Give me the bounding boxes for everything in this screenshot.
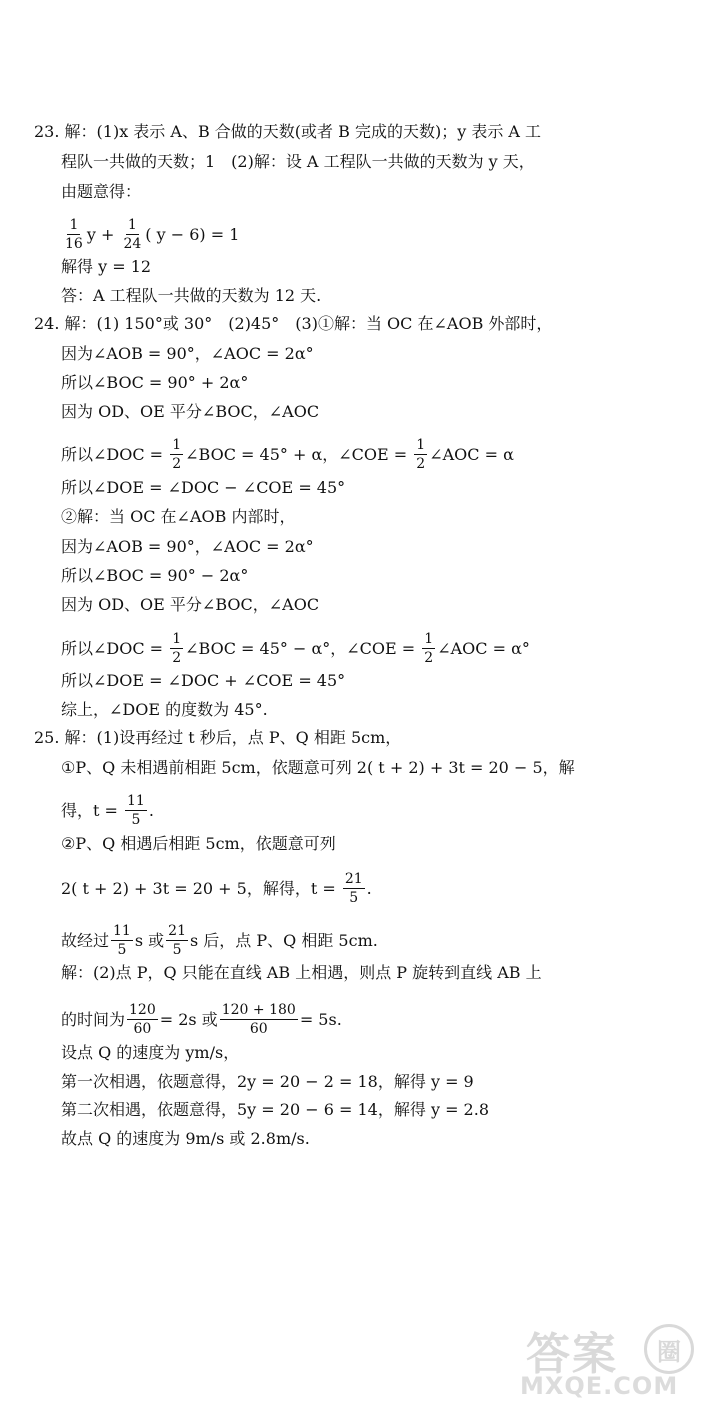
q25-line-10: 第一次相遇，依题意得，2y = 20 − 2 = 18，解得 y = 9 [61, 1072, 474, 1091]
q24-line-10: 因为 OD、OE 平分∠BOC，∠AOC [61, 595, 320, 614]
q24-line-13: 综上，∠DOE 的度数为 45°. [61, 700, 268, 719]
q24-line-9: 所以∠BOC = 90° − 2α° [61, 566, 249, 585]
q23-line-6: 答：A 工程队一共做的天数为 12 天. [61, 286, 322, 305]
q25-line-11: 第二次相遇，依题意得，5y = 20 − 6 = 14，解得 y = 2.8 [61, 1100, 490, 1119]
fraction: $\frac{120 + 180}{60}$ [221, 1002, 296, 1037]
q25-equation-1: 得，t = $\frac{11}{5}$ . [61, 793, 154, 828]
watermark-logo [480, 1318, 700, 1404]
fraction: $\frac{1}{24}$ [123, 217, 142, 252]
fraction: $\frac{120}{60}$ [129, 1002, 156, 1037]
q23-equation: $\frac{1}{16}$ y + $\frac{1}{24}$ ( y − 6) = 1 [65, 217, 240, 252]
q23-line-3: 由题意得： [61, 182, 142, 201]
q24-line-6: 所以∠DOE = ∠DOC − ∠COE = 45° [61, 478, 346, 497]
q24-line-4: 因为 OD、OE 平分∠BOC，∠AOC [61, 402, 320, 421]
q24-equation-2: 所以∠DOC = $\frac{1}{2}$ ∠BOC = 45° − α°，∠COE = $\frac{1}{2}$ ∠AOC = α° [61, 631, 530, 666]
watermark-badge-icon: 圈 [644, 1324, 694, 1374]
fraction: $\frac{11}{5}$ [127, 793, 145, 828]
watermark-text: 答案 [526, 1329, 618, 1380]
q25-equation-2: 2( t + 2) + 3t = 20 + 5，解得，t = $\frac{21}{5}$ . [61, 871, 372, 906]
q24-line-1: 24. 解：(1) 150°或 30° (2)45° (3)①解：当 OC 在∠AOB 外部时， [34, 314, 553, 333]
fraction: $\frac{1}{2}$ [416, 437, 426, 472]
fraction: $\frac{1}{2}$ [172, 437, 182, 472]
fraction: $\frac{1}{2}$ [424, 631, 434, 666]
q25-line-9: 设点 Q 的速度为 ym/s， [61, 1043, 240, 1062]
q24-line-3: 所以∠BOC = 90° + 2α° [61, 373, 249, 392]
q23-line-1: 23. 解：(1)x 表示 A、B 合做的天数(或者 B 完成的天数)；y 表示 A 工 [34, 122, 542, 141]
fraction: $\frac{1}{16}$ [65, 217, 83, 252]
q24-line-2: 因为∠AOB = 90°，∠AOC = 2α° [61, 344, 314, 363]
q25-line-4: ②P、Q 相遇后相距 5cm，依题意可列 [61, 834, 336, 853]
q25-equation-4: 的时间为 $\frac{120}{60}$ = 2s 或 $\frac{120 + 180}{60}$ = 5s. [61, 1002, 342, 1037]
q25-line-7: 解：(2)点 P，Q 只能在直线 AB 上相遇，则点 P 旋转到直线 AB 上 [61, 963, 542, 982]
q25-line-2: ①P、Q 未相遇前相距 5cm，依题意可列 2( t + 2) + 3t = 20 − 5，解 [61, 758, 575, 777]
q24-line-8: 因为∠AOB = 90°，∠AOC = 2α° [61, 537, 314, 556]
q24-equation-1: 所以∠DOC = $\frac{1}{2}$ ∠BOC = 45° + α，∠COE = $\frac{1}{2}$ ∠AOC = α [61, 437, 514, 472]
q24-line-12: 所以∠DOE = ∠DOC + ∠COE = 45° [61, 671, 346, 690]
q25-line-1: 25. 解：(1)设再经过 t 秒后，点 P、Q 相距 5cm， [34, 728, 402, 747]
fraction: $\frac{21}{5}$ [344, 871, 363, 906]
q23-line-2: 程队一共做的天数；1 (2)解：设 A 工程队一共做的天数为 y 天， [61, 152, 535, 171]
q25-line-12: 故点 Q 的速度为 9m/s 或 2.8m/s. [61, 1129, 310, 1148]
q24-line-7: ②解：当 OC 在∠AOB 内部时， [61, 507, 296, 526]
fraction: $\frac{1}{2}$ [172, 631, 182, 666]
fraction: $\frac{21}{5}$ [168, 923, 186, 958]
q23-line-5: 解得 y = 12 [61, 257, 152, 276]
q25-equation-3: 故经过 $\frac{11}{5}$ s 或 $\frac{21}{5}$ s 后，点 P、Q 相距 5cm. [61, 923, 378, 958]
watermark-url: MXQE.COM [520, 1372, 679, 1400]
fraction: $\frac{11}{5}$ [113, 923, 131, 958]
